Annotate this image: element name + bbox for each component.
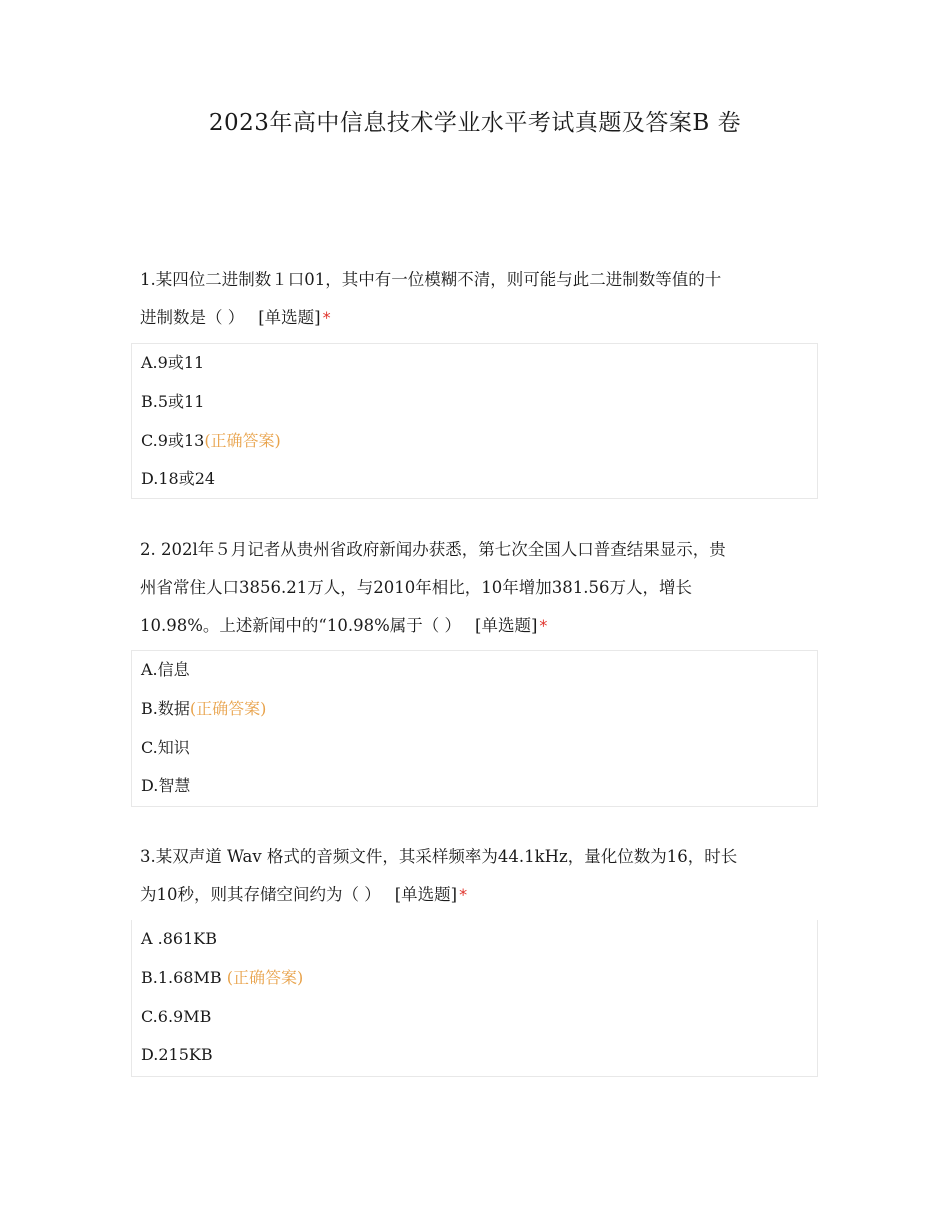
option-c[interactable]: [132, 998, 817, 1037]
options-box: [131, 650, 818, 807]
options-box: [131, 920, 818, 1077]
required-mark: *: [322, 308, 331, 327]
question-stem-line: 1.某四位二进制数１口01，其中有一位模糊不清，则可能与此二进制数等值的十: [140, 270, 722, 289]
question-stem-text: 10.98%。上述新闻中的“10.98%属于（ ）: [140, 616, 462, 635]
option-text: B.数据: [141, 698, 190, 718]
option-a[interactable]: [132, 651, 817, 690]
correct-answer-tag: (正确答案): [221, 967, 304, 987]
option-text: A.信息: [141, 660, 190, 679]
option-text: B.1.68MB: [141, 967, 222, 987]
option-text: C.知识: [141, 737, 190, 757]
option-text: A .861KB: [141, 929, 217, 948]
question-stem: [140, 261, 810, 337]
correct-answer-tag: (正确答案): [204, 430, 281, 450]
option-c[interactable]: [132, 729, 817, 768]
question-type-label: [单选题]: [475, 616, 538, 635]
question-stem-line: 2. 202l年５月记者从贵州省政府新闻办获悉，第七次全国人口普查结果显示，贵: [140, 540, 726, 559]
required-mark: *: [539, 616, 548, 635]
option-text: B.5或11: [141, 391, 205, 411]
question-stem-line: 3.某双声道 Wav 格式的音频文件，其采样频率为44.1kHz，量化位数为16，时长: [140, 847, 738, 866]
question-stem: [140, 838, 810, 914]
question-stem-line: 州省常住人口3856.21万人，与2010年相比，10年增加381.56万人，增长: [140, 578, 692, 597]
option-d[interactable]: [132, 767, 817, 806]
option-d[interactable]: [132, 1036, 817, 1075]
correct-answer-tag: (正确答案): [189, 698, 267, 718]
question-type-label: [单选题]: [394, 885, 458, 904]
option-text: C.9或13: [141, 430, 205, 450]
question-stem-line: [140, 299, 810, 337]
option-text: A.9或11: [141, 353, 205, 372]
option-text: C.6.9MB: [141, 1006, 212, 1026]
option-a[interactable]: [132, 920, 817, 959]
options-box: [131, 343, 818, 499]
option-d[interactable]: [132, 460, 817, 499]
option-a[interactable]: [132, 344, 817, 383]
required-mark: *: [459, 885, 468, 904]
option-text: D.215KB: [141, 1045, 213, 1065]
option-b[interactable]: [132, 959, 817, 998]
page-title: 2023年高中信息技术学业水平考试真题及答案B 卷: [208, 110, 742, 136]
question-type-label: [单选题]: [258, 308, 321, 327]
option-b[interactable]: [132, 383, 817, 422]
option-text: D.18或24: [141, 469, 216, 489]
question-stem-line: [140, 607, 810, 645]
question-stem: [140, 531, 810, 645]
option-c[interactable]: [132, 422, 817, 461]
option-text: D.智慧: [141, 776, 191, 796]
question-stem-text: 进制数是（ ）: [140, 308, 245, 327]
option-b[interactable]: [132, 690, 817, 729]
question-stem-line: [140, 876, 810, 914]
question-stem-text: 为10秒，则其存储空间约为（ ）: [140, 885, 381, 904]
